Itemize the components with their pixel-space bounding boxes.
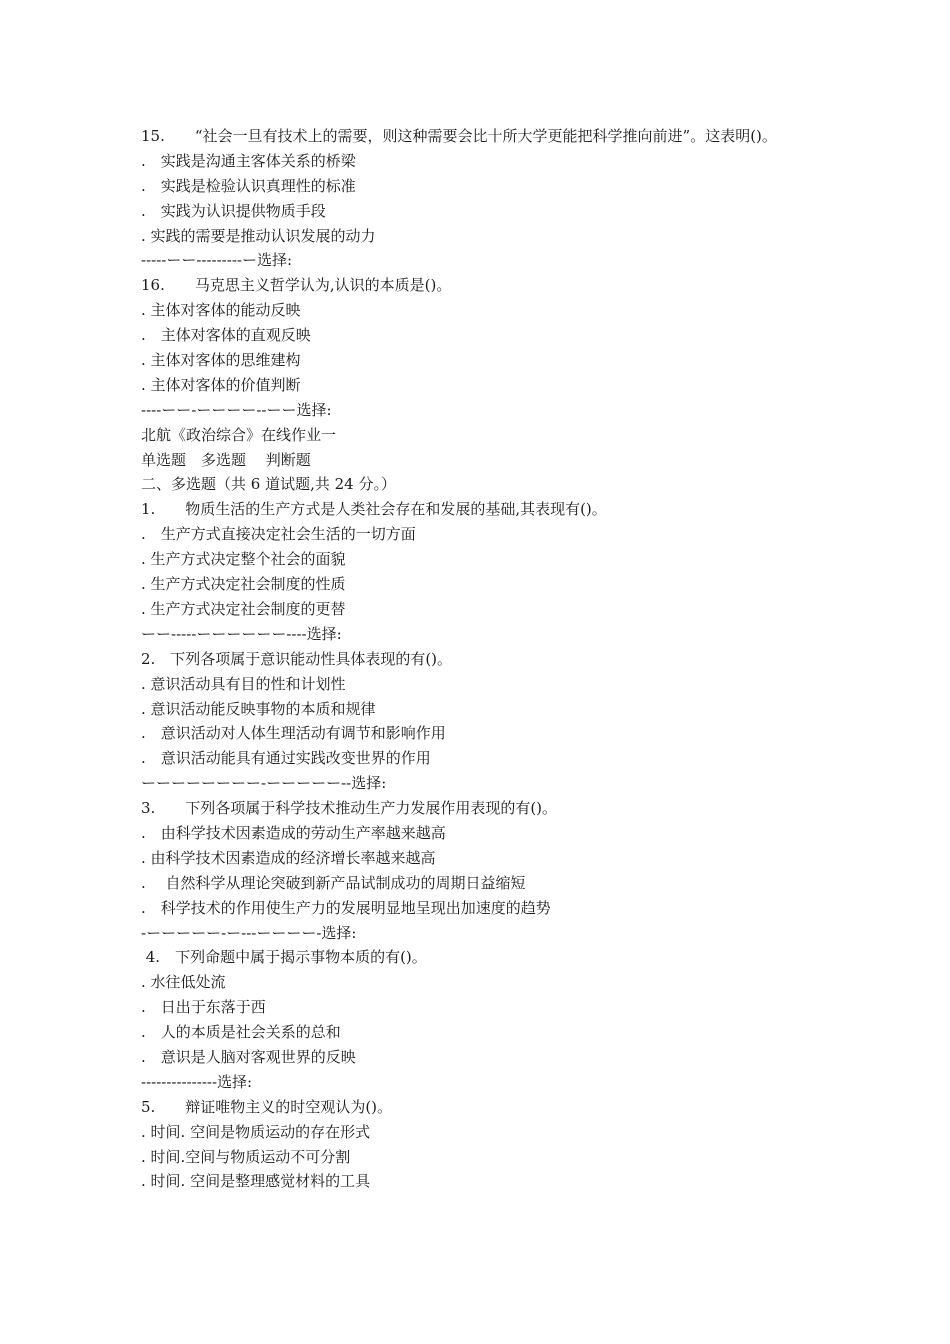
course-title: 北航《政治综合》在线作业一: [141, 425, 337, 444]
multi-question-5-stem: 5. 辩证唯物主义的时空观认为()。: [141, 1097, 393, 1116]
question-type-tabs: 单选题 多选题 判断题: [141, 450, 311, 469]
multi-question-4-option-b: . 日出于东落于西: [141, 998, 266, 1017]
multi-question-3-stem: 3. 下列各项属于科学技术推动生产力发展作用表现的有()。: [141, 799, 558, 818]
multi-question-1-option-a: . 生产方式直接决定社会生活的一切方面: [141, 525, 416, 544]
question-15-option-b: . 实践是检验认识真理性的标准: [141, 176, 356, 195]
multi-question-3-option-b: . 由科学技术因素造成的经济增长率越来越高: [141, 848, 436, 867]
question-15-option-c: . 实践为认识提供物质手段: [141, 201, 326, 220]
question-16-option-d: . 主体对客体的价值判断: [141, 375, 301, 394]
question-15-option-a: . 实践是沟通主客体关系的桥梁: [141, 151, 356, 170]
multi-question-2-option-d: . 意识活动能具有通过实践改变世界的作用: [141, 749, 431, 768]
question-16-option-b: . 主体对客体的直观反映: [141, 326, 311, 345]
multi-question-3-option-a: . 由科学技术因素造成的劳动生产率越来越高: [141, 823, 446, 842]
multi-question-1-option-b: . 生产方式决定整个社会的面貌: [141, 550, 346, 569]
question-16-option-c: . 主体对客体的思维建构: [141, 351, 301, 370]
multi-question-1-answer: ーー-----ーーーーーー----选择:: [141, 624, 342, 643]
document-page: [141, 124, 821, 1194]
multi-question-5-option-c: . 时间. 空间是整理感觉材料的工具: [141, 1172, 371, 1191]
multi-question-1-option-c: . 生产方式决定社会制度的性质: [141, 575, 346, 594]
multi-question-4-option-a: . 水往低处流: [141, 973, 226, 992]
question-16-option-a: . 主体对客体的能动反映: [141, 301, 301, 320]
multi-question-2-stem: 2. 下列各项属于意识能动性具体表现的有()。: [141, 649, 453, 668]
multi-question-5-option-b: . 时间.空间与物质运动不可分割: [141, 1147, 351, 1166]
multi-question-3-option-d: . 科学技术的作用使生产力的发展明显地呈现出加速度的趋势: [141, 898, 551, 917]
multi-question-2-option-c: . 意识活动对人体生理活动有调节和影响作用: [141, 724, 446, 743]
multi-question-2-option-a: . 意识活动具有目的性和计划性: [141, 674, 346, 693]
multi-question-2-option-b: . 意识活动能反映事物的本质和规律: [141, 699, 376, 718]
multi-question-4-option-d: . 意识是人脑对客观世界的反映: [141, 1047, 356, 1066]
question-15-answer: -----ーー---------ー选择:: [141, 251, 293, 270]
multi-question-1-option-d: . 生产方式决定社会制度的更替: [141, 599, 346, 618]
multi-question-2-answer: ーーーーーーーー-ーーーーー--选择:: [141, 774, 387, 793]
question-15-stem: 15. “社会一旦有技术上的需要，则这种需要会比十所大学更能把科学推向前进”。这表明()。: [141, 127, 777, 145]
multi-question-4-answer: ---------------选择:: [141, 1072, 253, 1091]
multi-question-4-stem: 4. 下列命题中属于揭示事物本质的有()。: [141, 948, 427, 967]
multi-question-3-option-c: . 自然科学从理论突破到新产品试制成功的周期日益缩短: [141, 873, 526, 892]
multi-question-4-option-c: . 人的本质是社会关系的总和: [141, 1023, 341, 1042]
question-16-answer: ----ーー-ーーーー--ーー选择:: [141, 400, 332, 419]
question-16-stem: 16. 马克思主义哲学认为,认识的本质是()。: [141, 276, 452, 295]
section-heading: 二、多选题（共 6 道试题,共 24 分。）: [141, 475, 396, 494]
multi-question-1-stem: 1. 物质生活的生产方式是人类社会存在和发展的基础,其表现有()。: [141, 500, 607, 519]
multi-question-5-option-a: . 时间. 空间是物质运动的存在形式: [141, 1122, 371, 1141]
question-15-option-d: . 实践的需要是推动认识发展的动力: [141, 226, 376, 245]
multi-question-3-answer: -ーーーーー-ー---ーーーー-选择:: [141, 923, 357, 942]
